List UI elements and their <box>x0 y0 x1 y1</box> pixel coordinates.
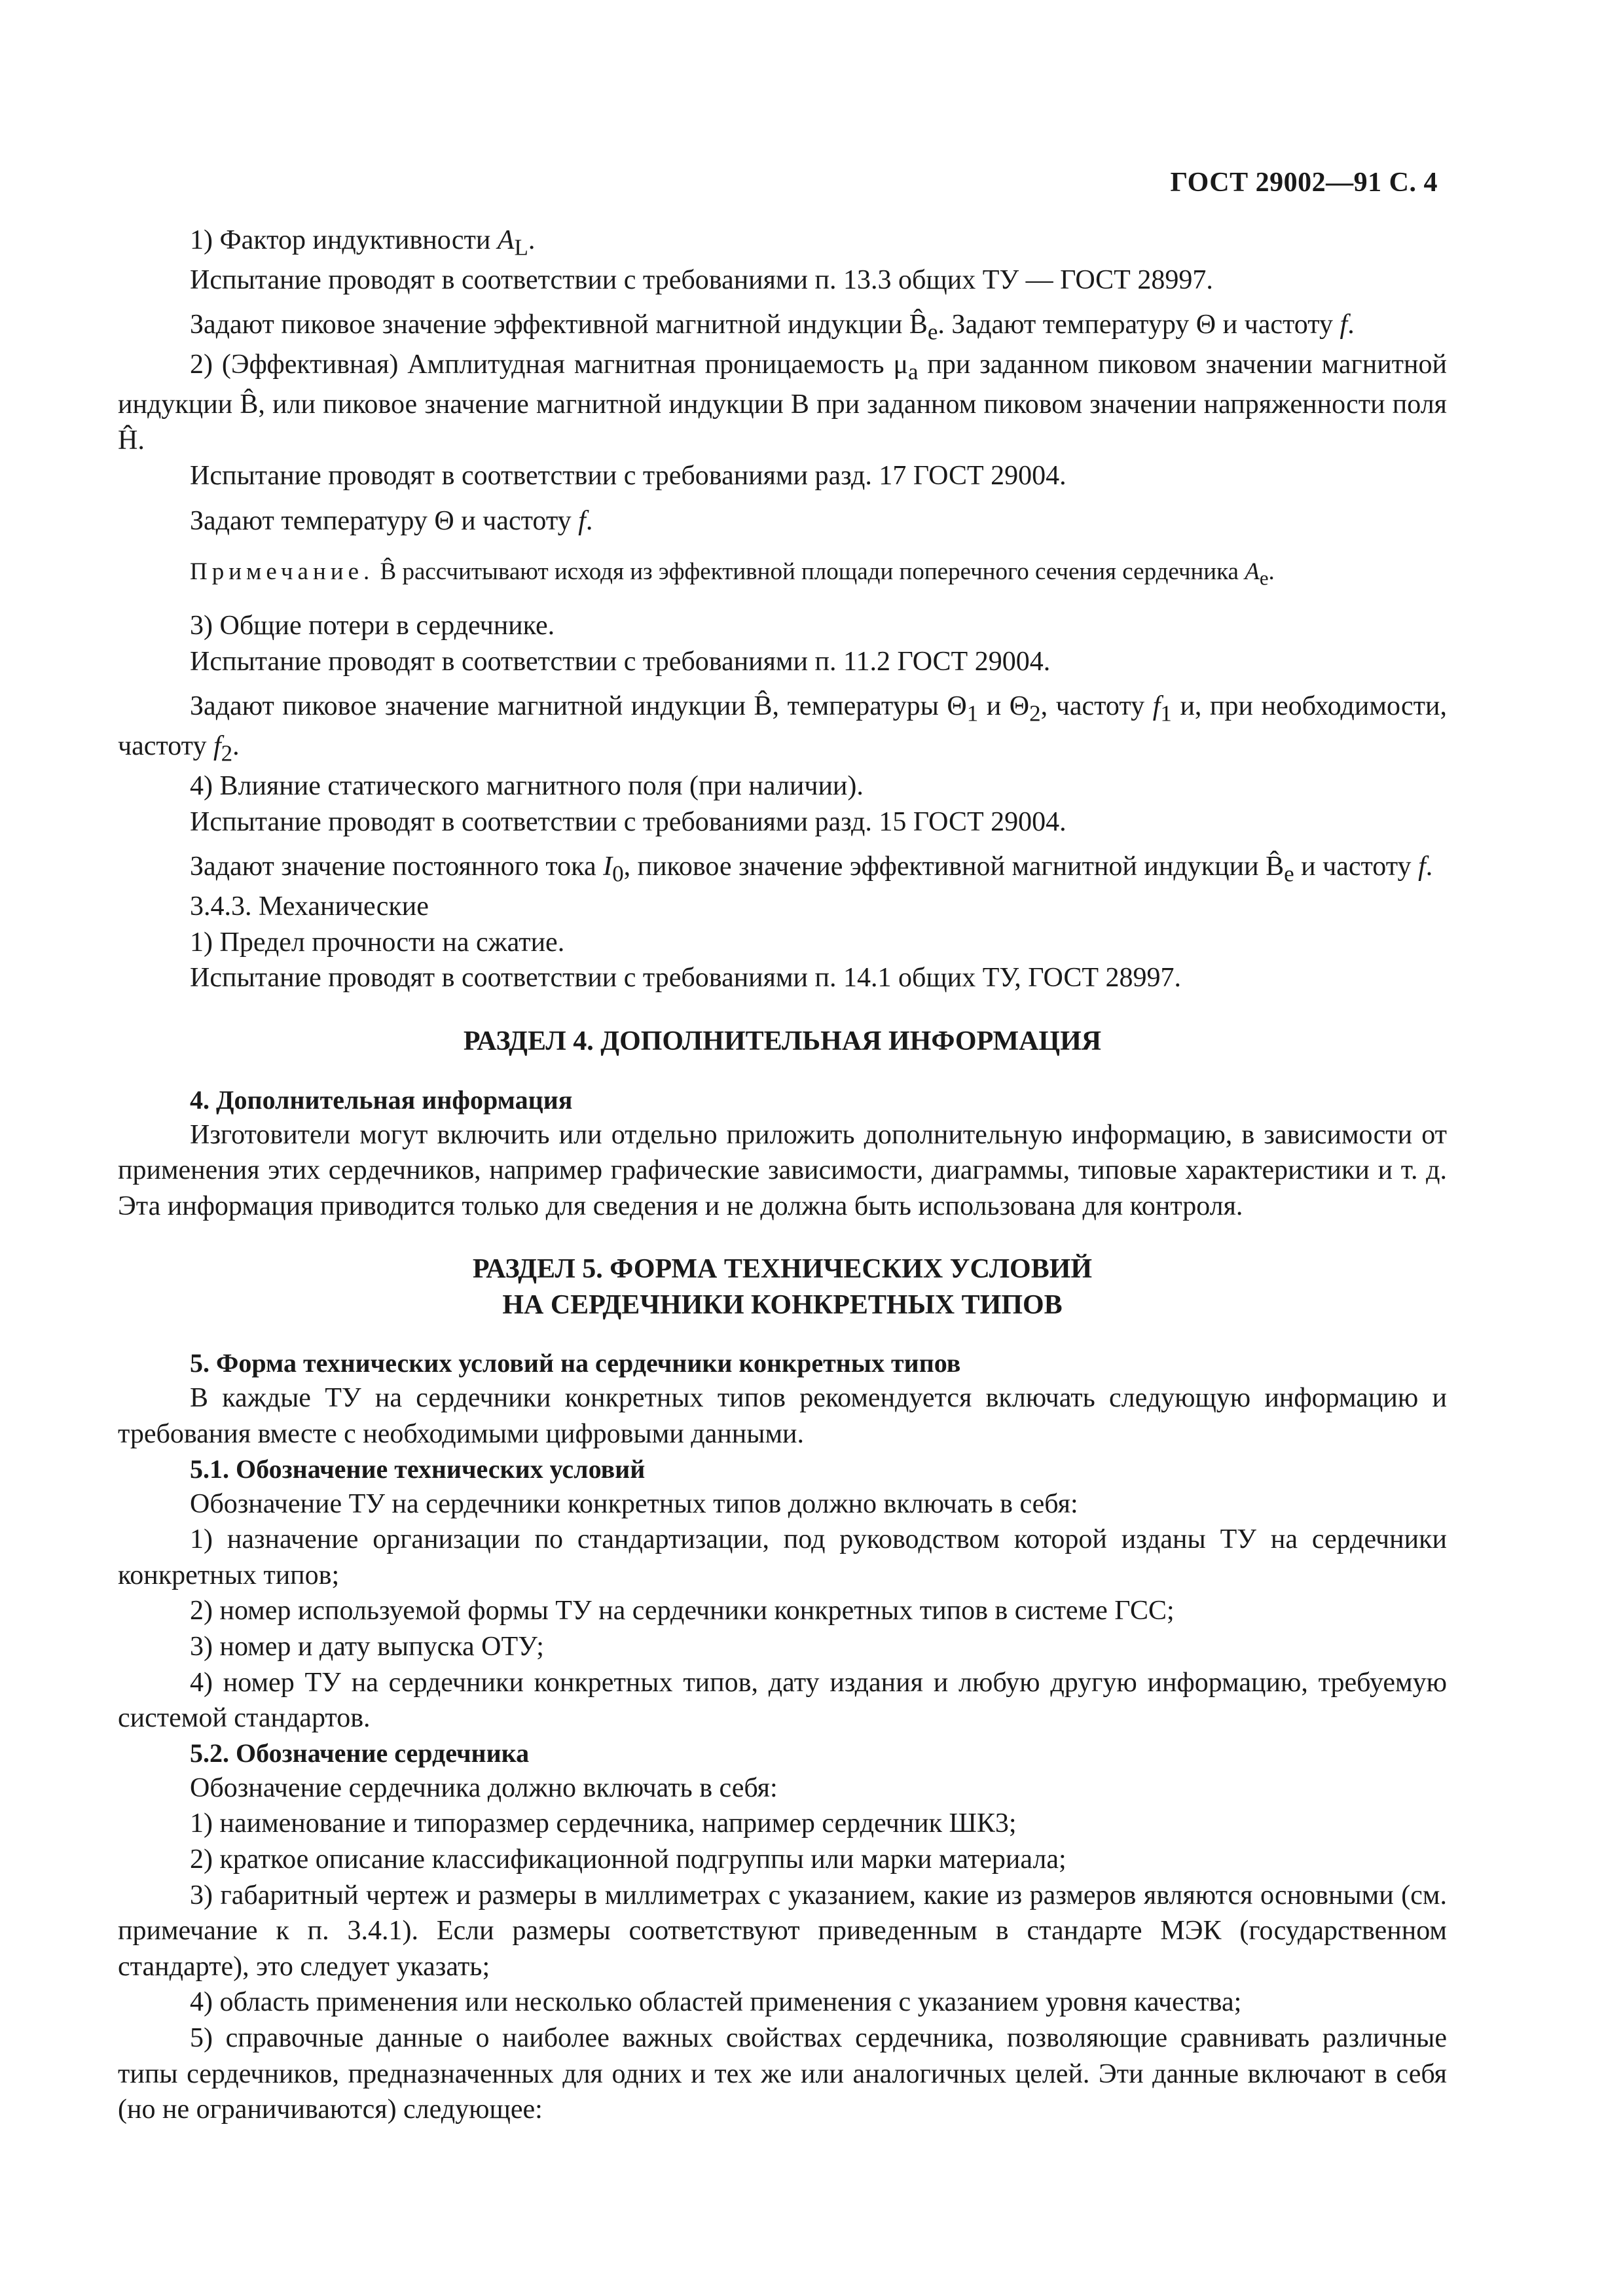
paragraph: Обозначение ТУ на сердечники конкретных типов должно включать в себя: <box>190 1488 1078 1519</box>
list-item: 3) габаритный чертеж и размеры в миллиметрах с указанием, какие из размеров являются основными (см. примечание к п. 3.4.1). Если размеры соответствуют приведенным в стандарте МЭК (государственном стандарте), это следует указать; <box>118 1880 1447 1982</box>
paragraph: Испытание проводят в соответствии с требованиями п. 11.2 ГОСТ 29004. <box>190 646 1051 677</box>
paragraph: Испытание проводят в соответствии с требованиями п. 14.1 общих ТУ, ГОСТ 28997. <box>190 963 1181 994</box>
paragraph: Изготовители могут включить или отдельно приложить дополнительную информацию, в зависимости от применения этих сердечников, например графические зависимости, диаграммы, типовые характеристики и т. д. Эта информация приводится только для сведения и не должна быть использована для контроля. <box>118 1119 1447 1221</box>
section-4-title: РАЗДЕЛ 4. ДОПОЛНИТЕЛЬНАЯ ИНФОРМАЦИЯ <box>463 1026 1102 1056</box>
paragraph: Испытание проводят в соответствии с требованиями разд. 15 ГОСТ 29004. <box>190 806 1067 837</box>
list-item: 5) справочные данные о наиболее важных свойствах сердечника, позволяющие сравнивать различные типы сердечников, предназначенных для одних и тех же или аналогичных целей. Эти данные включают в себя (но не ограничиваются) следующее: <box>118 2022 1447 2125</box>
paragraph: Обозначение сердечника должно включать в себя: <box>190 1772 778 1803</box>
paragraph: Испытание проводят в соответствии с требованиями п. 13.3 общих ТУ — ГОСТ 28997. <box>190 264 1213 295</box>
list-item: 4) область применения или несколько областей применения с указанием уровня качества; <box>190 1987 1242 2018</box>
list-item: 2) краткое описание классификационной подгруппы или марки материала; <box>190 1844 1067 1875</box>
paragraph: В каждые ТУ на сердечники конкретных типов рекомендуется включать следующую информацию и требования вместе с необходимыми цифровыми данными. <box>118 1383 1447 1450</box>
subsection-5-2-head: 5.2. Обозначение сердечника <box>190 1738 530 1768</box>
paragraph: 3.4.3. Механические <box>190 891 429 922</box>
paragraph-inductance-factor: 1) Фактор индуктивности $A_L$. <box>190 225 536 260</box>
note: Примечание. B̂ рассчитывают исходя из эффективной площади поперечного сечения сердечника $A_e$. <box>190 558 1275 590</box>
paragraph: 4) Влияние статического магнитного поля (при наличии). <box>190 771 864 802</box>
paragraph: 3) Общие потери в сердечнике. <box>190 611 555 641</box>
list-item: 1) назначение организации по стандартизации, под руководством которой изданы ТУ на сердечники конкретных типов; <box>118 1524 1447 1590</box>
paragraph: Испытание проводят в соответствии с требованиями разд. 17 ГОСТ 29004. <box>190 461 1067 492</box>
section-4-subhead: 4. Дополнительная информация <box>190 1085 573 1115</box>
paragraph: Задают температуру Θ и частоту f. <box>190 506 593 537</box>
list-item: 4) номер ТУ на сердечники конкретных типов, дату издания и любую другую информацию, требуемую системой стандартов. <box>118 1667 1447 1734</box>
subsection-5-1-head: 5.1. Обозначение технических условий <box>190 1454 646 1484</box>
note-label: Примечание. <box>190 558 374 585</box>
document-body <box>118 223 1447 2128</box>
paragraph: 1) Предел прочности на сжатие. <box>190 927 565 958</box>
section-5-subhead: 5. Форма технических условий на сердечники конкретных типов <box>190 1348 961 1378</box>
paragraph: Задают пиковое значение магнитной индукции B̂, температуры $\Theta_1$ и $\Theta_2$, частоту $f_1$ и, при необходимости, частоту $f_2$. <box>118 691 1447 766</box>
paragraph: 2) (Эффективная) Амплитудная магнитная проницаемость $\mu_a$ при заданном пиковом значении магнитной индукции B̂, или пиковое значение магнитной индукции B при заданном пиковом значении напряженности поля Ĥ. <box>118 350 1447 456</box>
section-5-title: РАЗДЕЛ 5. ФОРМА ТЕХНИЧЕСКИХ УСЛОВИЙ НА СЕРДЕЧНИКИ КОНКРЕТНЫХ ТИПОВ <box>472 1254 1093 1320</box>
list-item: 1) наименование и типоразмер сердечника, например сердечник ШК3; <box>190 1808 1017 1839</box>
paragraph: Задают значение постоянного тока $I_0$, пиковое значение эффективной магнитной индукции $B̂_e$ и частоту f. <box>190 852 1433 887</box>
list-item: 2) номер используемой формы ТУ на сердечники конкретных типов в системе ГСС; <box>190 1596 1175 1626</box>
page-header: ГОСТ 29002—91 С. 4 <box>1170 168 1438 198</box>
list-item: 3) номер и дату выпуска ОТУ; <box>190 1632 544 1662</box>
paragraph: Задают пиковое значение эффективной магнитной индукции $B̂_e$. Задают температуру Θ и частоту f. <box>190 310 1355 345</box>
